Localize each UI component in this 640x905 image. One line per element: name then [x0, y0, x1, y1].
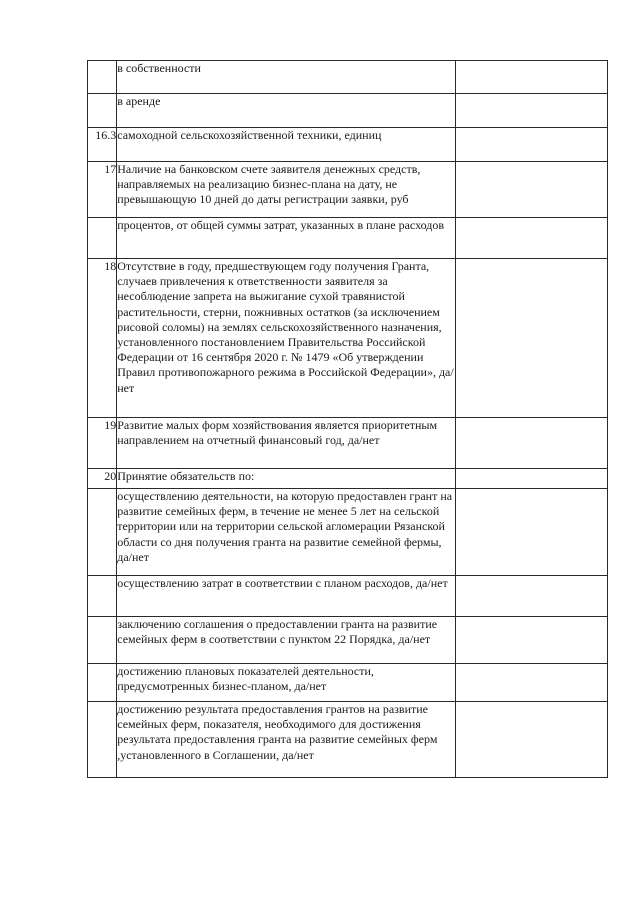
row-number: 17	[88, 162, 117, 218]
table-row	[88, 94, 608, 128]
row-value-cell	[455, 702, 607, 778]
row-text: осуществлению деятельности, на которую предоставлен грант на развитие семейных ферм, в течение не менее 5 лет на сельской территории или на территории сельской агломерации Рязанской области со дня получения гранта на развитие семейной фермы, да/нет	[117, 489, 456, 576]
table-row	[88, 469, 608, 489]
row-value-cell	[455, 617, 607, 664]
row-text: в аренде	[117, 94, 456, 128]
table-row	[88, 702, 608, 778]
row-text: Наличие на банковском счете заявителя денежных средств, направляемых на реализацию бизнес-плана на дату, не превышающую 10 дней до даты регистрации заявки, руб	[117, 162, 456, 218]
row-text: процентов, от общей суммы затрат, указанных в плане расходов	[117, 218, 456, 259]
row-value-cell	[455, 94, 607, 128]
row-number	[88, 489, 117, 576]
row-number	[88, 664, 117, 702]
table-row	[88, 418, 608, 469]
table-row	[88, 61, 608, 94]
row-number: 20	[88, 469, 117, 489]
row-value-cell	[455, 664, 607, 702]
row-text: Развитие малых форм хозяйствования является приоритетным направлением на отчетный финансовый год, да/нет	[117, 418, 456, 469]
row-number: 19	[88, 418, 117, 469]
row-text: в собственности	[117, 61, 456, 94]
row-text: достижению плановых показателей деятельности, предусмотренных бизнес-планом, да/нет	[117, 664, 456, 702]
row-value-cell	[455, 576, 607, 617]
table-row	[88, 664, 608, 702]
table-row	[88, 162, 608, 218]
row-number	[88, 576, 117, 617]
row-text: Отсутствие в году, предшествующем году получения Гранта, случаев привлечения к ответственности заявителя за несоблюдение запрета на выжигание сухой травянистой растительности, стерни, пожнивных остатков (за исключением рисовой соломы) на землях сельскохозяйственного назначения, установленного постановлением Правительства Российской Федерации от 16 сентября 2020 г. № 1479 «Об утверждении Правил противопожарного режима в Российской Федерации», да/нет	[117, 259, 456, 418]
table-row	[88, 259, 608, 418]
row-text: Принятие обязательств по:	[117, 469, 456, 489]
row-number	[88, 61, 117, 94]
row-text: заключению соглашения о предоставлении гранта на развитие семейных ферм в соответствии с пунктом 22 Порядка, да/нет	[117, 617, 456, 664]
table-row	[88, 128, 608, 162]
row-number: 18	[88, 259, 117, 418]
row-value-cell	[455, 259, 607, 418]
row-value-cell	[455, 218, 607, 259]
row-value-cell	[455, 418, 607, 469]
row-value-cell	[455, 61, 607, 94]
table-row	[88, 576, 608, 617]
row-number	[88, 702, 117, 778]
row-text: достижению результата предоставления грантов на развитие семейных ферм, показателя, необходимого для достижения результата предоставления гранта на развитие семейных ферм ,установленного в Соглашении, да/нет	[117, 702, 456, 778]
row-text: осуществлению затрат в соответствии с планом расходов, да/нет	[117, 576, 456, 617]
table-row	[88, 218, 608, 259]
table-row	[88, 617, 608, 664]
row-number	[88, 218, 117, 259]
table-row	[88, 489, 608, 576]
row-number	[88, 617, 117, 664]
row-number	[88, 94, 117, 128]
row-text: самоходной сельскохозяйственной техники, единиц	[117, 128, 456, 162]
row-value-cell	[455, 162, 607, 218]
row-value-cell	[455, 469, 607, 489]
row-number: 16.3	[88, 128, 117, 162]
row-value-cell	[455, 489, 607, 576]
criteria-table	[87, 60, 608, 778]
row-value-cell	[455, 128, 607, 162]
